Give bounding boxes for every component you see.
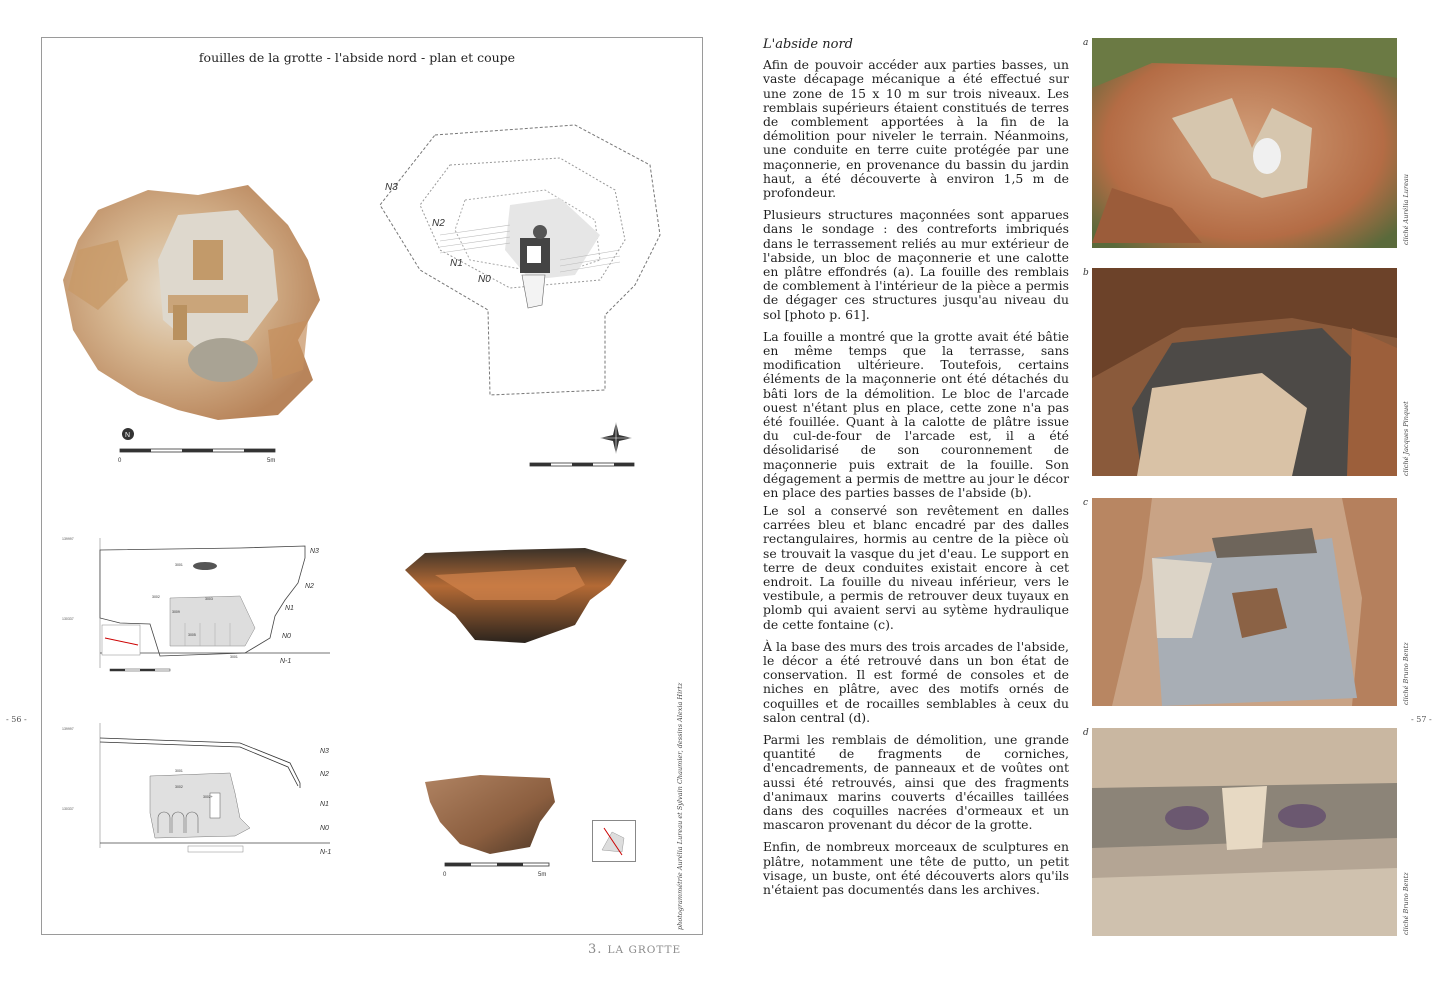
photo-a (1092, 38, 1397, 248)
photo-credit-d: cliché Bruno Bentz (1402, 872, 1410, 935)
svg-text:3002+: 3002+ (203, 795, 213, 799)
photogrammetry-model-1 (395, 545, 635, 650)
svg-text:3001: 3001 (175, 769, 183, 773)
svg-text:3002: 3002 (152, 595, 160, 599)
svg-text:N3: N3 (385, 182, 398, 193)
scale-bar-model (442, 860, 552, 882)
svg-text:3001: 3001 (175, 563, 183, 567)
svg-text:139997: 139997 (62, 727, 74, 731)
svg-text:N1: N1 (450, 258, 463, 269)
page-number-right: - 57 - (1411, 715, 1432, 724)
section-heading: L'abside nord (763, 37, 853, 52)
svg-text:N2: N2 (320, 771, 329, 778)
svg-text:N2: N2 (305, 583, 314, 590)
svg-text:5m: 5m (267, 458, 276, 464)
photogrammetry-model-2 (420, 772, 560, 857)
svg-text:130337: 130337 (62, 617, 74, 621)
svg-text:N3: N3 (320, 748, 329, 755)
plan-drawing (360, 110, 670, 410)
svg-text:3003: 3003 (205, 597, 213, 601)
svg-text:N2: N2 (432, 218, 445, 229)
figure-credit: photogrammétrie Aurélia Lureau et Sylvain Chaumier, dessins Alexia Hirtz (676, 682, 684, 930)
scale-bar-plan-photo (115, 424, 285, 466)
svg-text:139997: 139997 (62, 537, 74, 541)
north-label: N (125, 432, 131, 439)
figure-title: fouilles de la grotte - l'abside nord - plan et coupe (198, 50, 516, 65)
svg-text:0: 0 (118, 458, 122, 464)
photo-d (1092, 728, 1397, 936)
page-number-left: - 56 - (6, 715, 27, 724)
svg-text:3001: 3001 (230, 655, 238, 659)
paragraph-6: Parmi les remblais de démolition, une grande quantité de fragments de corniches, d'encadrements, de panneaux et de voûtes ont aussi été retrouvés, ainsi que des fragments d'animaux marins couverts d'écailles taillées dans des coquilles nacrées d'ormeaux et un mascaron provenant du décor de la grotte. (763, 732, 1069, 833)
scale-bar-plan (527, 460, 637, 472)
location-inset (592, 820, 636, 862)
paragraph-3: La fouille a montré que la grotte avait été bâtie en même temps que la terrasse, sans modification ultérieure. Toutefois, certains éléments de la maçonnerie ont été détachés du bâti lors de la démolition. Le bloc de l'arcade ouest n'étant plus en place, cette zone n'a pas été fouillée. Quant à la calotte de plâtre issue du cul-de-four de l'arcade est, il a été désolidarisé de son couronnement de maçonnerie puis extrait de la fouille. Son dégagement a permis de mettre au jour le décor en place des parties basses de l'abside (b). (763, 328, 1069, 501)
paragraph-7: Enfin, de nombreux morceaux de sculptures en plâtre, notamment une tête de putto, un petit visage, un buste, ont été découverts alors qu'ils n'étaient pas documentés dans les archives. (763, 839, 1069, 898)
photo-letter-d: d (1083, 728, 1089, 738)
svg-text:N-1: N-1 (280, 658, 292, 665)
photo-letter-b: b (1083, 268, 1089, 278)
paragraph-1: Afin de pouvoir accéder aux parties basses, un vaste décapage mécanique a été effectué sur une zone de 15 x 10 m sur trois niveaux. Les remblais supérieurs étaient constitués de terres de comblement apportées à la fin de la démolition pour niveler le terrain. Néanmoins, une conduite en terre cuite protégée par une maçonnerie, en provenance du bassin du jardin haut, a été découverte à environ 1,5 m de profondeur. (763, 57, 1069, 201)
svg-text:N-1: N-1 (320, 849, 332, 856)
photo-credit-c: cliché Bruno Bentz (1402, 642, 1410, 705)
chapter-running-title: 3. LA GROTTE (588, 942, 682, 957)
photo-c (1092, 498, 1397, 706)
paragraph-4: Le sol a conservé son revêtement en dalles carrées bleu et blanc encadré par des dalles rectangulaires, hormis au centre de la pièce où se trouvait la vasque du jet d'eau. Le support en terre de deux conduites existait encore à cet endroit. La fouille du niveau inférieur, vers le vestibule, a permis de retrouver deux tuyaux en plomb qui avaient servi au sytème hydraulique de cette fontaine (c). (763, 503, 1069, 632)
text-column-bottom (763, 504, 1069, 905)
svg-text:130337: 130337 (62, 807, 74, 811)
svg-text:3005: 3005 (188, 633, 196, 637)
svg-text:5m: 5m (538, 872, 547, 878)
paragraph-2: Plusieurs structures maçonnées sont apparues dans le sondage : des contreforts imbriqués dans le terrassement reliés au mur extérieur de l'abside, un bloc de maçonnerie et une calotte en plâtre effondrés (a). La fouille des remblais de comblement à l'intérieur de la pièce a permis de dégager ces structures jusqu'au niveau du sol [photo p. 61]. (763, 207, 1069, 322)
photo-b (1092, 268, 1397, 476)
svg-text:N1: N1 (320, 801, 329, 808)
photo-letter-c: c (1083, 498, 1089, 508)
svg-text:3009: 3009 (172, 610, 180, 614)
section-drawing-2 (60, 718, 350, 863)
photo-credit-a: cliché Aurélia Lureau (1402, 174, 1410, 245)
photo-credit-b: cliché Jacques Pinquet (1402, 401, 1410, 476)
svg-text:N0: N0 (320, 825, 329, 832)
photo-letter-a: a (1083, 38, 1089, 48)
svg-text:N0: N0 (282, 633, 291, 640)
svg-text:3002: 3002 (175, 785, 183, 789)
excavation-orthophoto (58, 180, 328, 425)
north-arrow-icon (596, 418, 636, 458)
section-drawing-1 (60, 528, 350, 678)
svg-text:N1: N1 (285, 605, 294, 612)
svg-text:0: 0 (443, 872, 447, 878)
svg-text:N3: N3 (310, 548, 319, 555)
text-column-top (763, 38, 1069, 508)
paragraph-5: À la base des murs des trois arcades de l'abside, le décor a été retrouvé dans un bon état de conservation. Il est formé de consoles et de niches en plâtre, avec des motifs ornés de coquilles et de rocailles semblables à ceux du salon central (d). (763, 638, 1069, 725)
svg-text:N0: N0 (478, 274, 491, 285)
